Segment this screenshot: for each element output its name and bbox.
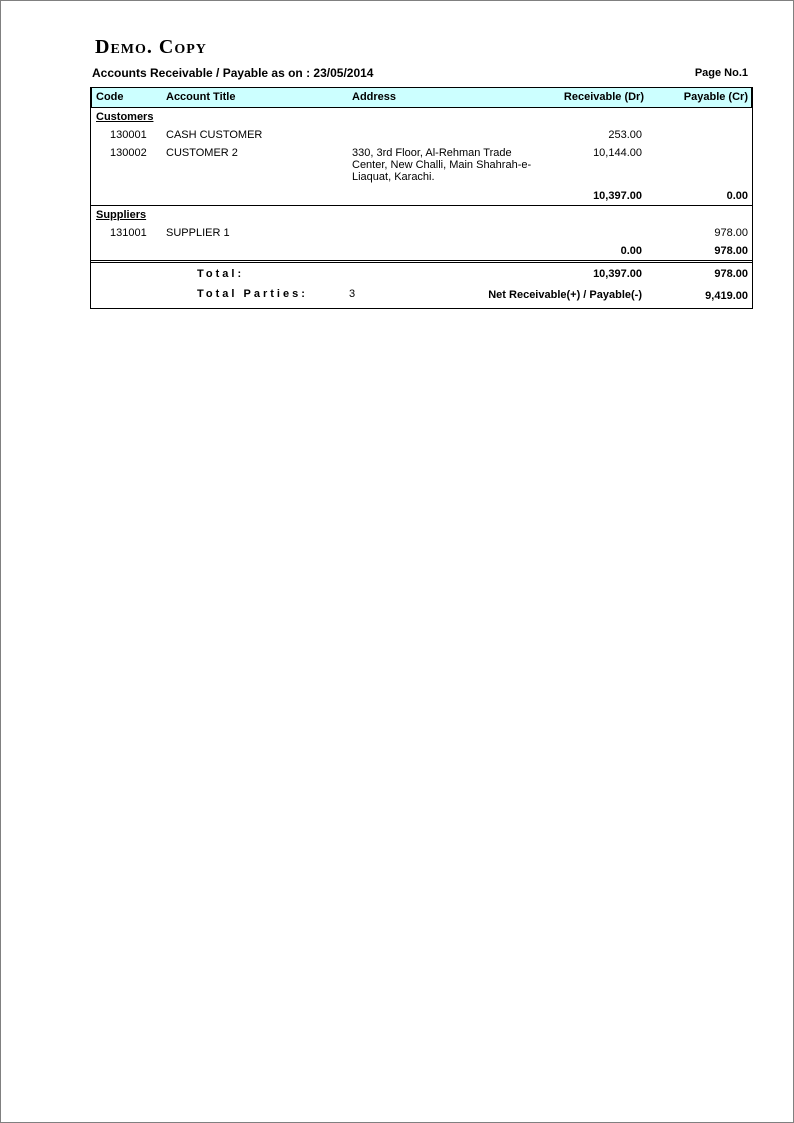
col-address-header: Address: [352, 91, 397, 103]
row-code: 131001: [110, 227, 147, 239]
subtotal-payable: 978.00: [714, 245, 748, 257]
row-title: CUSTOMER 2: [166, 147, 238, 159]
total-label: Total:: [197, 268, 245, 280]
row-address: 330, 3rd Floor, Al-Rehman Trade Center, New Challi, Main Shahrah-e-Liaquat, Karachi.: [352, 147, 532, 183]
report-title: Accounts Receivable / Payable as on : 23/05/2014: [92, 66, 374, 80]
subtotal-payable: 0.00: [726, 190, 748, 202]
demo-copy-watermark: Demo. Copy: [95, 36, 207, 58]
row-title: CASH CUSTOMER: [166, 129, 263, 141]
totals-divider: [91, 260, 752, 261]
row-title: SUPPLIER 1: [166, 227, 230, 239]
total-parties-label: Total Parties:: [197, 288, 308, 300]
page-number: Page No.1: [694, 67, 748, 79]
row-payable: 978.00: [714, 227, 748, 239]
col-title-header: Account Title: [166, 91, 236, 103]
col-payable-header: Payable (Cr): [683, 91, 748, 103]
totals-divider-double: [91, 262, 752, 263]
table-header: [91, 87, 752, 108]
net-value: 9,419.00: [705, 290, 748, 302]
subtotal-receivable: 0.00: [620, 245, 642, 257]
row-receivable: 253.00: [608, 129, 642, 141]
total-receivable: 10,397.00: [593, 268, 642, 280]
row-code: 130001: [110, 129, 147, 141]
group-divider: [91, 205, 752, 206]
row-code: 130002: [110, 147, 147, 159]
group-header-customers: Customers: [96, 111, 154, 123]
col-code-header: Code: [96, 91, 124, 103]
col-receivable-header: Receivable (Dr): [563, 91, 644, 103]
group-header-suppliers: Suppliers: [96, 209, 147, 221]
net-label: Net Receivable(+) / Payable(-): [488, 289, 642, 301]
total-parties-count: 3: [349, 288, 356, 300]
total-payable: 978.00: [714, 268, 748, 280]
row-receivable: 10,144.00: [593, 147, 642, 159]
report-table: [90, 87, 753, 309]
subtotal-receivable: 10,397.00: [593, 190, 642, 202]
